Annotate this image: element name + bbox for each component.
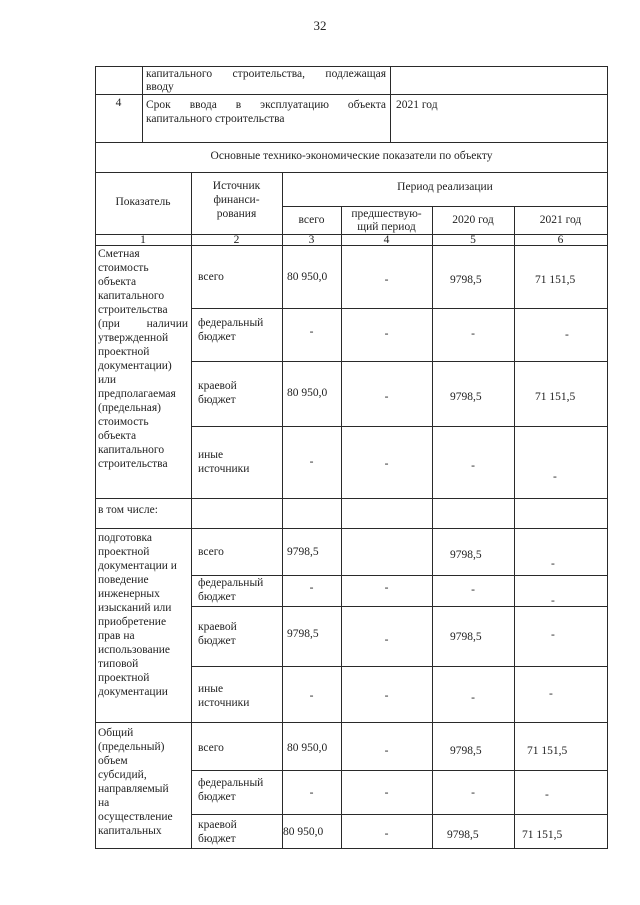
cell-total: 80 950,0 <box>283 826 324 838</box>
cell-2020: 9798,5 <box>450 274 482 286</box>
label-line: (при наличии <box>98 318 188 330</box>
cell-2020: 9798,5 <box>450 391 482 403</box>
label-line: строительства <box>98 458 168 470</box>
source-federal-2: бюджет <box>198 591 236 603</box>
cell-2021: - <box>565 329 569 341</box>
source-total: всего <box>198 742 224 754</box>
cell-previous: - <box>384 828 389 840</box>
label-line: подготовка <box>98 532 153 544</box>
label-line: стоимость <box>98 262 149 274</box>
column-number: 6 <box>557 234 564 246</box>
cell-total: - <box>309 582 314 594</box>
cell-2021: 71 151,5 <box>527 745 568 757</box>
cell-previous: - <box>384 787 389 799</box>
cell-2020: - <box>471 787 475 799</box>
source-total: всего <box>198 546 224 558</box>
header-source-1: Источник <box>212 180 261 192</box>
header-2021: 2021 год <box>539 214 582 226</box>
cell-2021: - <box>551 629 555 641</box>
section-title: Основные технико-экономические показатели по объекту <box>210 150 493 162</box>
label-line: Сметная <box>98 248 140 260</box>
label-line: объекта <box>98 276 137 288</box>
label-line: изысканий или <box>98 602 172 614</box>
header-indicator: Показатель <box>115 196 171 208</box>
header-previous-1: предшествую- <box>351 208 422 220</box>
label-line: приобретение <box>98 616 167 628</box>
row-a-line2: вводу <box>146 81 174 93</box>
header-source-2: финанси- <box>213 194 260 206</box>
label-line: (предельный) <box>98 741 165 753</box>
header-source-3: рования <box>216 208 257 220</box>
source-federal-2: бюджет <box>198 791 236 803</box>
label-line: на <box>98 797 110 809</box>
source-regional-2: бюджет <box>198 833 236 845</box>
label-line: поведение <box>98 574 149 586</box>
row-a-line1: капитального строительства, подлежащая <box>146 68 386 80</box>
column-number: 5 <box>470 234 476 246</box>
source-other-2: источники <box>198 463 250 475</box>
label-line: инженерных <box>98 588 160 600</box>
cell-2021: - <box>545 789 549 801</box>
column-number: 2 <box>233 234 240 246</box>
label-line: использование <box>98 644 171 656</box>
source-total: всего <box>198 271 224 283</box>
cell-previous: - <box>384 391 389 403</box>
label-line: строительства <box>98 304 168 316</box>
label-line: документации) <box>98 360 172 372</box>
source-regional-1: краевой <box>198 380 237 392</box>
cell-2020: 9798,5 <box>450 745 482 757</box>
header-previous-2: щий период <box>357 221 416 233</box>
cell-previous: - <box>384 634 389 646</box>
label-line: осуществление <box>98 811 173 823</box>
source-federal-2: бюджет <box>198 331 236 343</box>
label-line: капитального <box>98 290 165 302</box>
column-number: 1 <box>140 234 146 246</box>
label-line: объекта <box>98 430 137 442</box>
source-federal-1: федеральный <box>198 317 264 329</box>
cell-2020: - <box>471 692 475 704</box>
label-line: проектной <box>98 346 150 358</box>
cell-previous: - <box>384 458 389 470</box>
column-number: 4 <box>383 234 390 246</box>
header-2020: 2020 год <box>452 214 494 226</box>
header-period: Период реализации <box>397 181 493 193</box>
label-line: субсидий, <box>98 769 147 781</box>
label-line: или <box>98 374 117 386</box>
row-b-value: 2021 год <box>396 99 438 111</box>
label-line: проектной <box>98 672 150 684</box>
source-other-1: иные <box>198 449 224 461</box>
cell-total: 9798,5 <box>287 628 319 640</box>
header-total: всего <box>298 214 325 226</box>
label-line: предполагаемая <box>98 388 176 400</box>
label-line: (предельная) <box>98 402 162 414</box>
row-b-number: 4 <box>115 97 122 109</box>
cell-total: 80 950,0 <box>287 387 328 399</box>
source-regional-1: краевой <box>198 621 237 633</box>
cell-2021: 71 151,5 <box>535 391 576 403</box>
cell-previous: - <box>384 274 389 286</box>
label-line: утвержденной <box>98 332 169 344</box>
cell-total: 80 950,0 <box>287 742 328 754</box>
including-label: в том числе: <box>98 504 158 516</box>
cell-2020: - <box>471 460 475 472</box>
cell-2020: 9798,5 <box>450 549 482 561</box>
cell-2021: - <box>549 688 553 700</box>
label-line: объем <box>98 755 128 767</box>
source-regional-2: бюджет <box>198 394 236 406</box>
label-line: стоимость <box>98 416 149 428</box>
cell-total: 80 950,0 <box>287 271 328 283</box>
cell-2020: - <box>471 584 475 596</box>
source-federal-1: федеральный <box>198 777 264 789</box>
source-regional-1: краевой <box>198 819 237 831</box>
row-b-line1: Срок ввода в эксплуатацию объекта <box>146 99 386 111</box>
row-b-line2: капитального строительства <box>146 113 285 125</box>
label-line: капитального <box>98 444 165 456</box>
label-line: направляемый <box>98 783 169 795</box>
cell-2021: - <box>551 558 555 570</box>
source-regional-2: бюджет <box>198 635 236 647</box>
label-line: капитальных <box>98 825 162 837</box>
label-line: Общий <box>98 727 134 739</box>
label-line: проектной <box>98 546 150 558</box>
source-other-1: иные <box>198 683 224 695</box>
cell-total: - <box>309 690 314 702</box>
cell-2020: - <box>471 328 475 340</box>
cell-2020: 9798,5 <box>447 829 479 841</box>
cell-2021: - <box>551 595 555 607</box>
cell-2021: - <box>553 471 557 483</box>
cell-previous: - <box>384 745 389 757</box>
cell-previous: - <box>384 328 389 340</box>
cell-total: - <box>309 456 314 468</box>
source-federal-1: федеральный <box>198 577 264 589</box>
page-number: 32 <box>313 18 327 33</box>
cell-total: - <box>309 787 314 799</box>
cell-previous: - <box>384 690 389 702</box>
label-line: документации и <box>98 560 177 572</box>
source-other-2: источники <box>198 697 250 709</box>
cell-total: 9798,5 <box>287 546 319 558</box>
label-line: документации <box>98 686 168 698</box>
label-line: типовой <box>98 658 139 670</box>
cell-2020: 9798,5 <box>450 631 482 643</box>
cell-total: - <box>309 326 314 338</box>
cell-2021: 71 151,5 <box>535 274 576 286</box>
cell-2021: 71 151,5 <box>522 829 563 841</box>
column-number: 3 <box>308 234 315 246</box>
label-line: прав на <box>98 630 135 642</box>
cell-previous: - <box>384 582 389 594</box>
